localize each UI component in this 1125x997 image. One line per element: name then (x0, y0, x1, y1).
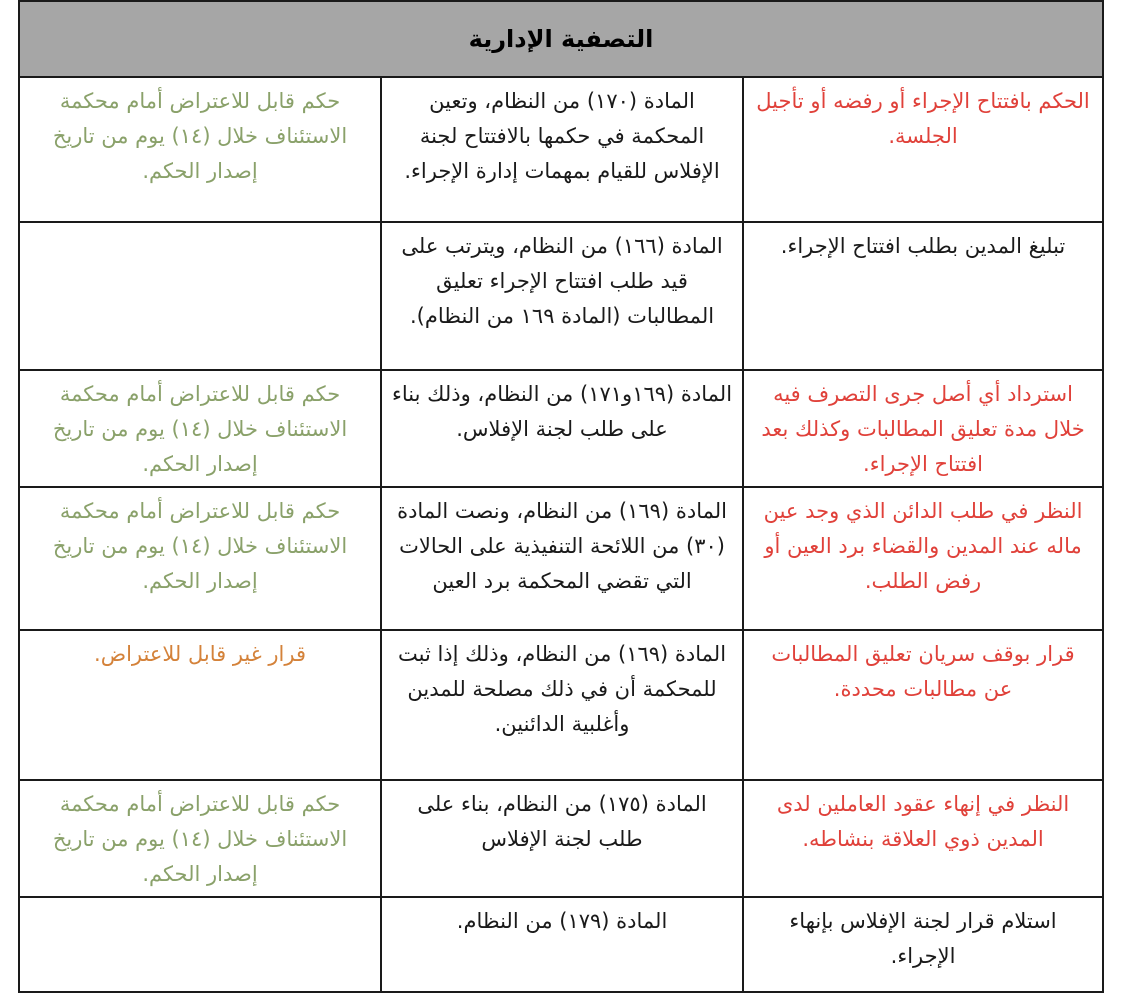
table-row (19, 487, 1103, 630)
table-row (19, 77, 1103, 222)
legal-basis-cell: المادة (١٦٩) من النظام، وذلك إذا ثبت للمحكمة أن في ذلك مصلحة للمدين وأغلبية الدائنين. (381, 630, 743, 780)
legal-basis-cell: المادة (١٦٩) من النظام، ونصت المادة (٣٠) من اللائحة التنفيذية على الحالات التي تقضي المحكمة برد العين (381, 487, 743, 630)
appeal-cell: حكم قابل للاعتراض أمام محكمة الاستئناف خلال (١٤) يوم من تاريخ إصدار الحكم. (19, 487, 381, 630)
procedure-cell: استلام قرار لجنة الإفلاس بإنهاء الإجراء. (743, 897, 1103, 992)
legal-basis-cell: المادة (١٧٩) من النظام. (381, 897, 743, 992)
appeal-cell: حكم قابل للاعتراض أمام محكمة الاستئناف خلال (١٤) يوم من تاريخ إصدار الحكم. (19, 370, 381, 487)
appeal-cell (19, 222, 381, 370)
table-row (19, 780, 1103, 897)
procedure-cell: النظر في إنهاء عقود العاملين لدى المدين ذوي العلاقة بنشاطه. (743, 780, 1103, 897)
table-header-row (19, 1, 1103, 77)
procedure-cell: قرار بوقف سريان تعليق المطالبات عن مطالبات محددة. (743, 630, 1103, 780)
appeal-cell (19, 897, 381, 992)
appeal-cell: قرار غير قابل للاعتراض. (19, 630, 381, 780)
table-row (19, 897, 1103, 992)
legal-basis-cell: المادة (١٧٥) من النظام، بناء على طلب لجنة الإفلاس (381, 780, 743, 897)
legal-basis-cell: المادة (١٧٠) من النظام، وتعين المحكمة في حكمها بالافتتاح لجنة الإفلاس للقيام بمهمات إدارة الإجراء. (381, 77, 743, 222)
procedure-cell: الحكم بافتتاح الإجراء أو رفضه أو تأجيل الجلسة. (743, 77, 1103, 222)
procedure-cell: تبليغ المدين بطلب افتتاح الإجراء. (743, 222, 1103, 370)
appeal-cell: حكم قابل للاعتراض أمام محكمة الاستئناف خلال (١٤) يوم من تاريخ إصدار الحكم. (19, 77, 381, 222)
table-row (19, 222, 1103, 370)
procedure-cell: استرداد أي أصل جرى التصرف فيه خلال مدة تعليق المطالبات وكذلك بعد افتتاح الإجراء. (743, 370, 1103, 487)
table-row (19, 630, 1103, 780)
administrative-liquidation-table (18, 0, 1104, 993)
appeal-cell: حكم قابل للاعتراض أمام محكمة الاستئناف خلال (١٤) يوم من تاريخ إصدار الحكم. (19, 780, 381, 897)
legal-basis-cell: المادة (١٦٦) من النظام، ويترتب على قيد طلب افتتاح الإجراء تعليق المطالبات (المادة ١٦٩ من النظام). (381, 222, 743, 370)
table-row (19, 370, 1103, 487)
legal-basis-cell: المادة (١٦٩و١٧١) من النظام، وذلك بناء على طلب لجنة الإفلاس. (381, 370, 743, 487)
table-title: التصفية الإدارية (19, 1, 1103, 77)
procedure-cell: النظر في طلب الدائن الذي وجد عين ماله عند المدين والقضاء برد العين أو رفض الطلب. (743, 487, 1103, 630)
